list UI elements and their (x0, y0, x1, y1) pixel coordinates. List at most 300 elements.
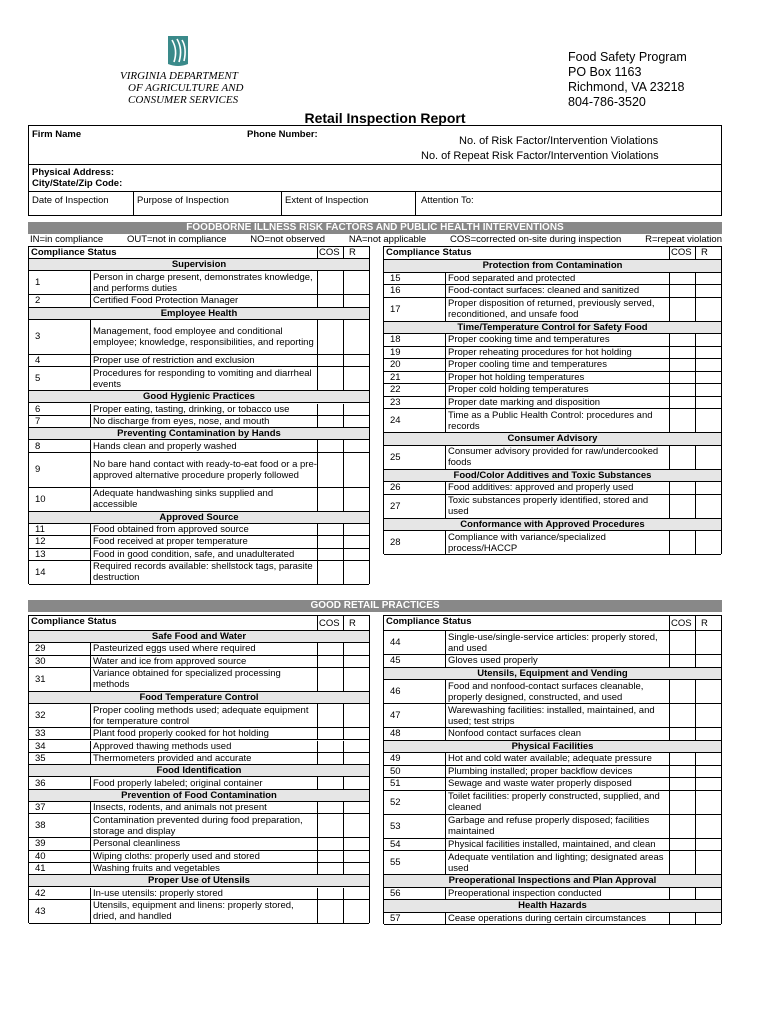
item-number: 26 (384, 482, 446, 494)
item-number: 53 (384, 815, 446, 838)
section-heading: Food Temperature Control (29, 692, 369, 704)
compliance-item-20 (384, 359, 721, 372)
item-description: Required records available: shellstock tags, parasite destruction (93, 561, 313, 584)
item-description: Plant food properly cooked for hot holding (93, 728, 269, 740)
compliance-status-header (384, 247, 721, 260)
cos-checkbox[interactable] (669, 285, 695, 297)
compliance-item-49 (384, 753, 721, 766)
compliance-status-header (29, 247, 369, 259)
cos-checkbox[interactable] (317, 367, 343, 390)
repeat-checkbox[interactable] (343, 643, 369, 654)
item-number: 36 (29, 777, 91, 788)
compliance-item-23 (384, 397, 721, 410)
cos-checkbox[interactable] (317, 549, 343, 560)
item-number: 49 (384, 753, 446, 765)
repeat-checkbox[interactable] (695, 531, 721, 554)
item-number: 29 (29, 643, 91, 654)
item-description: Contamination prevented during food preparation, storage and display (93, 814, 303, 837)
item-number: 5 (29, 367, 91, 390)
cos-checkbox[interactable] (669, 791, 695, 814)
compliance-item-42 (29, 888, 369, 900)
repeat-checkbox[interactable] (695, 372, 721, 384)
firm-name-field[interactable]: Firm Name (32, 129, 82, 140)
repeat-checkbox[interactable] (343, 741, 369, 752)
repeat-checkbox[interactable] (695, 728, 721, 740)
repeat-checkbox[interactable] (343, 367, 369, 390)
item-number: 38 (29, 814, 91, 837)
compliance-item-33 (29, 728, 369, 740)
cos-checkbox[interactable] (317, 271, 343, 294)
compliance-item-12 (29, 536, 369, 548)
repeat-checkbox[interactable] (695, 298, 721, 321)
repeat-checkbox[interactable] (695, 285, 721, 297)
repeat-checkbox[interactable] (695, 913, 721, 925)
cos-checkbox[interactable] (317, 488, 343, 511)
department-line-1: VIRGINIA DEPARTMENT (120, 70, 238, 82)
item-description: Water and ice from approved source (93, 655, 247, 667)
repeat-checkbox[interactable] (695, 446, 721, 469)
cos-checkbox[interactable] (669, 495, 695, 518)
compliance-item-25 (384, 446, 721, 470)
compliance-item-11 (29, 524, 369, 536)
legend-na: NA=not applicable (348, 234, 427, 245)
item-description: Pasteurized eggs used where required (93, 643, 256, 655)
compliance-item-4 (29, 355, 369, 367)
compliance-item-35 (29, 753, 369, 765)
cos-checkbox[interactable] (669, 298, 695, 321)
compliance-status-label: Compliance Status (31, 247, 117, 258)
section-heading: Proper Use of Utensils (29, 875, 369, 887)
item-number: 35 (29, 753, 91, 764)
item-number: 31 (29, 668, 91, 691)
item-description: Proper reheating procedures for hot holding (448, 346, 632, 358)
section-heading: Supervision (29, 259, 369, 271)
repeat-checkbox[interactable] (695, 359, 721, 371)
repeat-checkbox[interactable] (695, 791, 721, 814)
repeat-checkbox[interactable] (343, 549, 369, 560)
item-description: Proper hot holding temperatures (448, 371, 585, 383)
cos-checkbox[interactable] (317, 900, 343, 923)
repeat-checkbox[interactable] (343, 440, 369, 451)
r-column-label: R (701, 618, 708, 629)
cos-checkbox[interactable] (317, 656, 343, 667)
cos-checkbox[interactable] (669, 334, 695, 346)
compliance-status-label: Compliance Status (31, 616, 117, 627)
repeat-checkbox[interactable] (695, 766, 721, 778)
risk-factors-left-column (28, 246, 370, 584)
cos-checkbox[interactable] (669, 766, 695, 778)
compliance-item-15 (384, 273, 721, 286)
cos-checkbox[interactable] (317, 777, 343, 788)
item-description: In-use utensils: properly stored (93, 887, 223, 899)
cos-checkbox[interactable] (669, 397, 695, 409)
repeat-checkbox[interactable] (695, 397, 721, 409)
item-description: Management, food employee and conditional employee; knowledge, responsibilities, and reporting (93, 325, 314, 348)
cos-checkbox[interactable] (669, 409, 695, 432)
repeat-checkbox[interactable] (695, 273, 721, 285)
item-number: 33 (29, 728, 91, 739)
cos-checkbox[interactable] (317, 295, 343, 306)
compliance-item-13 (29, 549, 369, 561)
compliance-item-52 (384, 791, 721, 815)
department-name (112, 70, 244, 106)
compliance-item-34 (29, 741, 369, 753)
repeat-checkbox[interactable] (343, 851, 369, 862)
section-heading: Food Identification (29, 765, 369, 777)
section-heading: Consumer Advisory (384, 433, 721, 446)
repeat-checkbox[interactable] (343, 271, 369, 294)
compliance-item-47 (384, 704, 721, 728)
repeat-checkbox[interactable] (695, 409, 721, 432)
compliance-item-27 (384, 495, 721, 519)
compliance-item-18 (384, 334, 721, 347)
repeat-checkbox[interactable] (695, 704, 721, 727)
item-number: 44 (384, 631, 446, 654)
item-number: 32 (29, 704, 91, 727)
repeat-checkbox[interactable] (343, 355, 369, 366)
item-description: Compliance with variance/specialized process/HACCP (448, 531, 606, 554)
item-number: 43 (29, 900, 91, 923)
inspection-info-box (28, 125, 722, 216)
cos-checkbox[interactable] (669, 815, 695, 838)
cos-checkbox[interactable] (669, 680, 695, 703)
compliance-item-14 (29, 561, 369, 585)
item-number: 10 (29, 488, 91, 511)
item-description: Approved thawing methods used (93, 740, 232, 752)
compliance-item-51 (384, 778, 721, 791)
compliance-item-41 (29, 863, 369, 875)
item-number: 6 (29, 404, 91, 415)
section-heading: Time/Temperature Control for Safety Food (384, 322, 721, 335)
item-description: Warewashing facilities: installed, maintained, and used; test strips (448, 704, 655, 727)
legend-out: OUT=not in compliance (126, 234, 227, 245)
item-number: 24 (384, 409, 446, 432)
item-number: 21 (384, 372, 446, 384)
cos-checkbox[interactable] (317, 440, 343, 451)
cos-checkbox[interactable] (317, 888, 343, 899)
item-description: Hands clean and properly washed (93, 440, 237, 452)
repeat-checkbox[interactable] (343, 888, 369, 899)
cos-checkbox[interactable] (669, 851, 695, 874)
item-description: No bare hand contact with ready-to-eat food or a pre-approved alternative procedure properly followed (93, 458, 317, 481)
cos-checkbox[interactable] (669, 446, 695, 469)
item-number: 4 (29, 355, 91, 366)
item-description: Proper cooling time and temperatures (448, 359, 607, 371)
compliance-item-31 (29, 668, 369, 692)
cos-checkbox[interactable] (669, 778, 695, 790)
item-number: 48 (384, 728, 446, 740)
cos-checkbox[interactable] (669, 728, 695, 740)
item-description: Variance obtained for specialized processing methods (93, 668, 281, 691)
item-number: 57 (384, 913, 446, 925)
vdacs-logo (165, 34, 191, 68)
item-description: Plumbing installed; proper backflow devices (448, 765, 633, 777)
cos-checkbox[interactable] (317, 814, 343, 837)
repeat-checkbox[interactable] (343, 295, 369, 306)
item-number: 17 (384, 298, 446, 321)
report-title: Retail Inspection Report (304, 110, 466, 126)
item-number: 12 (29, 536, 91, 547)
repeat-checkbox[interactable] (343, 668, 369, 691)
department-line-3: CONSUMER SERVICES (128, 94, 239, 106)
compliance-item-55 (384, 851, 721, 875)
item-number: 19 (384, 347, 446, 359)
compliance-item-17 (384, 298, 721, 322)
item-description: Toxic substances properly identified, stored and used (448, 495, 649, 517)
item-number: 27 (384, 495, 446, 518)
compliance-item-30 (29, 656, 369, 668)
repeat-checkbox[interactable] (695, 347, 721, 359)
extent-of-inspection-field[interactable]: Extent of Inspection (285, 195, 369, 206)
compliance-status-label: Compliance Status (386, 616, 472, 627)
cos-checkbox[interactable] (317, 741, 343, 752)
cos-checkbox[interactable] (669, 531, 695, 554)
foodborne-illness-band: FOODBORNE ILLNESS RISK FACTORS AND PUBLIC HEALTH INTERVENTIONS (28, 222, 722, 234)
cos-checkbox[interactable] (317, 416, 343, 427)
cos-checkbox[interactable] (317, 453, 343, 487)
repeat-checkbox[interactable] (695, 851, 721, 874)
item-description: Proper eating, tasting, drinking, or tobacco use (93, 403, 290, 415)
cos-checkbox[interactable] (669, 359, 695, 371)
item-description: Food separated and protected (448, 272, 576, 284)
date-of-inspection-field[interactable]: Date of Inspection (32, 195, 109, 206)
item-description: Food-contact surfaces: cleaned and sanitized (448, 285, 640, 297)
item-number: 47 (384, 704, 446, 727)
repeat-checkbox[interactable] (343, 536, 369, 547)
repeat-checkbox[interactable] (343, 488, 369, 511)
address-line-1: Food Safety Program (568, 50, 687, 64)
department-line-2: OF AGRICULTURE AND (128, 82, 244, 94)
cos-column-label: COS (671, 618, 692, 629)
compliance-item-32 (29, 704, 369, 728)
section-heading: Health Hazards (384, 900, 721, 913)
repeat-checkbox[interactable] (695, 334, 721, 346)
item-description: Single-use/single-service articles: properly stored, and used (448, 631, 658, 654)
item-description: Proper cooling methods used; adequate equipment for temperature control (93, 704, 309, 727)
compliance-status-label: Compliance Status (386, 247, 472, 258)
repeat-checkbox[interactable] (695, 888, 721, 900)
repeat-checkbox[interactable] (343, 802, 369, 813)
risk-violations-count: No. of Risk Factor/Intervention Violations (459, 135, 659, 147)
compliance-item-36 (29, 777, 369, 789)
item-description: Proper cooking time and temperatures (448, 334, 610, 346)
cos-column-label: COS (319, 247, 340, 258)
compliance-item-24 (384, 409, 721, 433)
cos-checkbox[interactable] (317, 838, 343, 849)
item-number: 30 (29, 656, 91, 667)
repeat-checkbox[interactable] (695, 815, 721, 838)
section-heading: Preoperational Inspections and Plan Approval (384, 875, 721, 888)
section-heading: Protection from Contamination (384, 260, 721, 273)
compliance-item-8 (29, 440, 369, 452)
item-description: Preoperational inspection conducted (448, 887, 602, 899)
cos-checkbox[interactable] (669, 384, 695, 396)
compliance-item-44 (384, 631, 721, 655)
cos-checkbox[interactable] (317, 753, 343, 764)
item-number: 39 (29, 838, 91, 849)
item-number: 54 (384, 839, 446, 851)
cos-checkbox[interactable] (317, 643, 343, 654)
repeat-checkbox[interactable] (343, 838, 369, 849)
cos-checkbox[interactable] (317, 320, 343, 354)
r-column-label: R (349, 618, 356, 629)
item-description: Insects, rodents, and animals not present (93, 802, 267, 814)
compliance-item-53 (384, 815, 721, 839)
compliance-item-39 (29, 838, 369, 850)
compliance-item-45 (384, 655, 721, 668)
cos-checkbox[interactable] (669, 372, 695, 384)
repeat-checkbox[interactable] (343, 656, 369, 667)
item-number: 42 (29, 888, 91, 899)
item-description: Food in good condition, safe, and unadulterated (93, 548, 295, 560)
repeat-checkbox[interactable] (695, 384, 721, 396)
cos-checkbox[interactable] (669, 273, 695, 285)
phone-number-field[interactable]: Phone Number: (247, 129, 318, 140)
repeat-checkbox[interactable] (695, 655, 721, 667)
item-description: Utensils, equipment and linens: properly stored, dried, and handled (93, 900, 294, 923)
repeat-checkbox[interactable] (343, 561, 369, 584)
section-heading: Good Hygienic Practices (29, 391, 369, 403)
item-number: 3 (29, 320, 91, 354)
item-number: 14 (29, 561, 91, 584)
section-heading: Food/Color Additives and Toxic Substances (384, 470, 721, 483)
item-number: 18 (384, 334, 446, 346)
address-line-3: Richmond, VA 23218 (568, 80, 685, 94)
repeat-checkbox[interactable] (695, 753, 721, 765)
item-description: Proper cold holding temperatures (448, 384, 589, 396)
item-description: Consumer advisory provided for raw/undercooked foods (448, 446, 659, 468)
item-number: 2 (29, 295, 91, 306)
repeat-checkbox[interactable] (343, 524, 369, 535)
repeat-checkbox[interactable] (343, 416, 369, 427)
repeat-checkbox[interactable] (695, 495, 721, 518)
cos-checkbox[interactable] (317, 404, 343, 415)
r-column-label: R (701, 247, 708, 258)
compliance-status-header (384, 616, 721, 631)
cos-checkbox[interactable] (669, 347, 695, 359)
item-description: Food received at proper temperature (93, 536, 248, 548)
item-description: Proper date marking and disposition (448, 396, 601, 408)
compliance-item-2 (29, 295, 369, 307)
repeat-checkbox[interactable] (343, 753, 369, 764)
repeat-checkbox[interactable] (343, 777, 369, 788)
item-description: Personal cleanliness (93, 838, 181, 850)
retail-practices-right-column (383, 615, 722, 924)
attention-to-field[interactable]: Attention To: (421, 195, 474, 206)
item-number: 8 (29, 440, 91, 451)
repeat-checkbox[interactable] (343, 320, 369, 354)
retail-practices-left-column (28, 615, 370, 923)
risk-factors-right-column (383, 246, 722, 554)
repeat-checkbox[interactable] (343, 704, 369, 727)
repeat-checkbox[interactable] (695, 778, 721, 790)
item-number: 34 (29, 741, 91, 752)
item-description: Toilet facilities: properly constructed, supplied, and cleaned (448, 791, 660, 813)
physical-address-field[interactable]: Physical Address: (32, 167, 115, 178)
repeat-checkbox[interactable] (343, 404, 369, 415)
item-number: 25 (384, 446, 446, 469)
item-number: 9 (29, 453, 91, 487)
compliance-item-37 (29, 802, 369, 814)
item-description: Washing fruits and vegetables (93, 863, 220, 875)
item-description: Wiping cloths: properly used and stored (93, 850, 260, 862)
legend-r: R=repeat violation (645, 234, 722, 245)
cos-checkbox[interactable] (669, 888, 695, 900)
repeat-checkbox[interactable] (343, 728, 369, 739)
cos-checkbox[interactable] (669, 482, 695, 494)
repeat-checkbox[interactable] (695, 839, 721, 851)
cos-checkbox[interactable] (317, 728, 343, 739)
cos-checkbox[interactable] (317, 704, 343, 727)
compliance-item-38 (29, 814, 369, 838)
cos-checkbox[interactable] (669, 631, 695, 654)
item-number: 56 (384, 888, 446, 900)
cos-column-label: COS (671, 247, 692, 258)
compliance-item-28 (384, 531, 721, 555)
item-number: 50 (384, 766, 446, 778)
item-number: 7 (29, 416, 91, 427)
item-description: Food additives: approved and properly used (448, 482, 634, 494)
purpose-of-inspection-field[interactable]: Purpose of Inspection (137, 195, 229, 206)
repeat-checkbox[interactable] (695, 631, 721, 654)
section-heading: Approved Source (29, 512, 369, 524)
cos-column-label: COS (319, 618, 340, 629)
cos-checkbox[interactable] (317, 561, 343, 584)
item-number: 16 (384, 285, 446, 297)
repeat-checkbox[interactable] (695, 680, 721, 703)
repeat-checkbox[interactable] (343, 453, 369, 487)
cos-checkbox[interactable] (669, 753, 695, 765)
cos-checkbox[interactable] (317, 524, 343, 535)
repeat-checkbox[interactable] (343, 900, 369, 923)
cos-checkbox[interactable] (317, 863, 343, 874)
cos-checkbox[interactable] (317, 802, 343, 813)
item-number: 41 (29, 863, 91, 874)
item-number: 45 (384, 655, 446, 667)
cos-checkbox[interactable] (317, 668, 343, 691)
repeat-checkbox[interactable] (343, 814, 369, 837)
repeat-checkbox[interactable] (695, 482, 721, 494)
legend-in: IN=in compliance (30, 234, 104, 245)
program-address (568, 50, 687, 110)
item-number: 20 (384, 359, 446, 371)
compliance-item-26 (384, 482, 721, 495)
item-number: 28 (384, 531, 446, 554)
compliance-item-9 (29, 453, 369, 488)
cos-checkbox[interactable] (669, 913, 695, 925)
cos-checkbox[interactable] (669, 839, 695, 851)
item-description: Sewage and waste water properly disposed (448, 778, 632, 790)
item-description: Food properly labeled; original container (93, 777, 263, 789)
cos-checkbox[interactable] (669, 655, 695, 667)
status-legend (30, 234, 722, 245)
compliance-item-19 (384, 347, 721, 360)
r-column-label: R (349, 247, 356, 258)
cos-checkbox[interactable] (669, 704, 695, 727)
compliance-item-5 (29, 367, 369, 391)
item-description: Thermometers provided and accurate (93, 752, 252, 764)
cos-checkbox[interactable] (317, 536, 343, 547)
item-description: Person in charge present, demonstrates knowledge, and performs duties (93, 271, 313, 294)
item-description: Hot and cold water available; adequate pressure (448, 753, 652, 765)
legend-cos: COS=corrected on-site during inspection (449, 234, 622, 245)
cos-checkbox[interactable] (317, 851, 343, 862)
compliance-item-56 (384, 888, 721, 901)
city-state-zip-field[interactable]: City/State/Zip Code: (32, 178, 123, 189)
legend-no: NO=not observed (250, 234, 326, 245)
repeat-checkbox[interactable] (343, 863, 369, 874)
cos-checkbox[interactable] (317, 355, 343, 366)
